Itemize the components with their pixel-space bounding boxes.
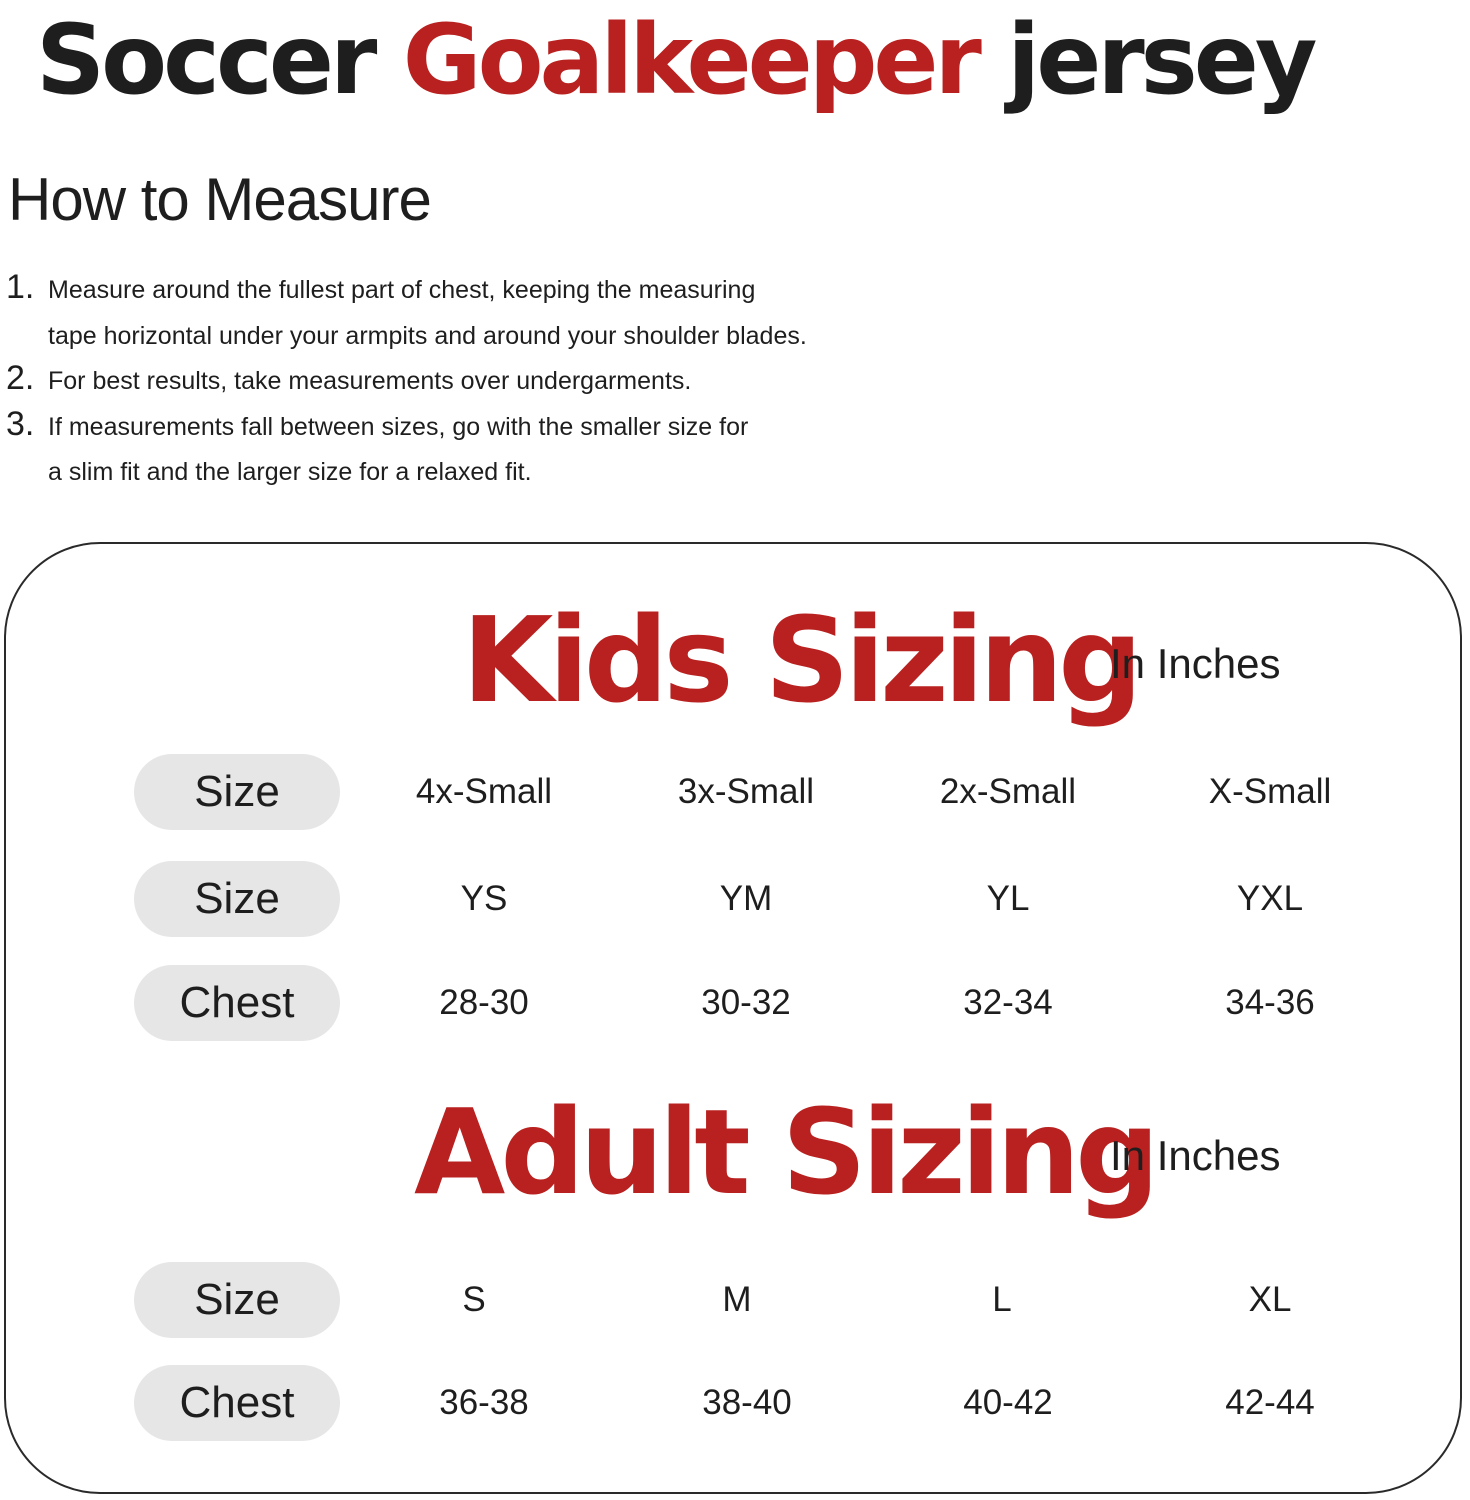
table-cell: YS <box>460 879 508 918</box>
step-number: 2. <box>6 359 35 397</box>
table-cell: 3x-Small <box>677 772 815 811</box>
row-label-pill: Chest <box>134 1365 340 1441</box>
table-cell: YXL <box>1236 879 1304 918</box>
kids-unit-label: In Inches <box>1110 640 1281 687</box>
table-cell: 36-38 <box>439 1383 529 1422</box>
table-cell: M <box>722 1280 752 1319</box>
row-label-pill: Size <box>134 1262 340 1338</box>
table-cell: 34-36 <box>1225 983 1315 1022</box>
table-cell: 28-30 <box>439 983 529 1022</box>
table-cell: 30-32 <box>701 983 791 1022</box>
adult-unit-label: In Inches <box>1110 1132 1281 1179</box>
row-label-pill: Size <box>134 754 340 830</box>
adult-sizing-title: Adult Sizing <box>414 1083 1155 1221</box>
table-cell: 4x-Small <box>415 772 553 811</box>
measure-step-2 <box>0 359 980 405</box>
page-title <box>36 0 1313 120</box>
adult-row-size <box>0 1262 1470 1338</box>
table-cell: 42-44 <box>1225 1383 1315 1422</box>
title-part-soccer: Soccer <box>36 4 403 116</box>
step-text: If measurements fall between sizes, go with the smaller size for a slim fit and the larger size for a relaxed fit. <box>48 412 749 486</box>
table-cell: YM <box>719 879 773 918</box>
step-number: 1. <box>6 268 35 306</box>
measure-steps-list <box>0 268 980 496</box>
table-cell: S <box>462 1280 486 1319</box>
table-cell: 40-42 <box>963 1383 1053 1422</box>
table-cell: L <box>992 1280 1012 1319</box>
table-cell: X-Small <box>1208 772 1332 811</box>
measure-step-3 <box>0 405 980 496</box>
table-cell: 2x-Small <box>939 772 1077 811</box>
how-to-measure-heading: How to Measure <box>8 166 431 233</box>
table-cell: YL <box>986 879 1030 918</box>
row-label-pill: Size <box>134 861 340 937</box>
kids-row-size-name <box>0 754 1470 830</box>
measure-step-1 <box>0 268 980 359</box>
kids-row-size-code <box>0 861 1470 937</box>
step-text: Measure around the fullest part of chest, keeping the measuring tape horizontal under your armpits and around your shoulder blades. <box>48 276 807 350</box>
title-part-goalkeeper: Goalkeeper <box>402 4 978 116</box>
table-cell: 38-40 <box>702 1383 792 1422</box>
table-cell: XL <box>1248 1280 1292 1319</box>
kids-row-chest <box>0 965 1470 1041</box>
kids-sizing-title: Kids Sizing <box>462 591 1138 729</box>
step-number: 3. <box>6 404 35 443</box>
adult-row-chest <box>0 1365 1470 1441</box>
step-text: For best results, take measurements over undergarments. <box>48 367 692 395</box>
table-cell: 32-34 <box>963 983 1053 1022</box>
row-label-pill: Chest <box>134 965 340 1041</box>
title-part-jersey: jersey <box>977 4 1314 116</box>
